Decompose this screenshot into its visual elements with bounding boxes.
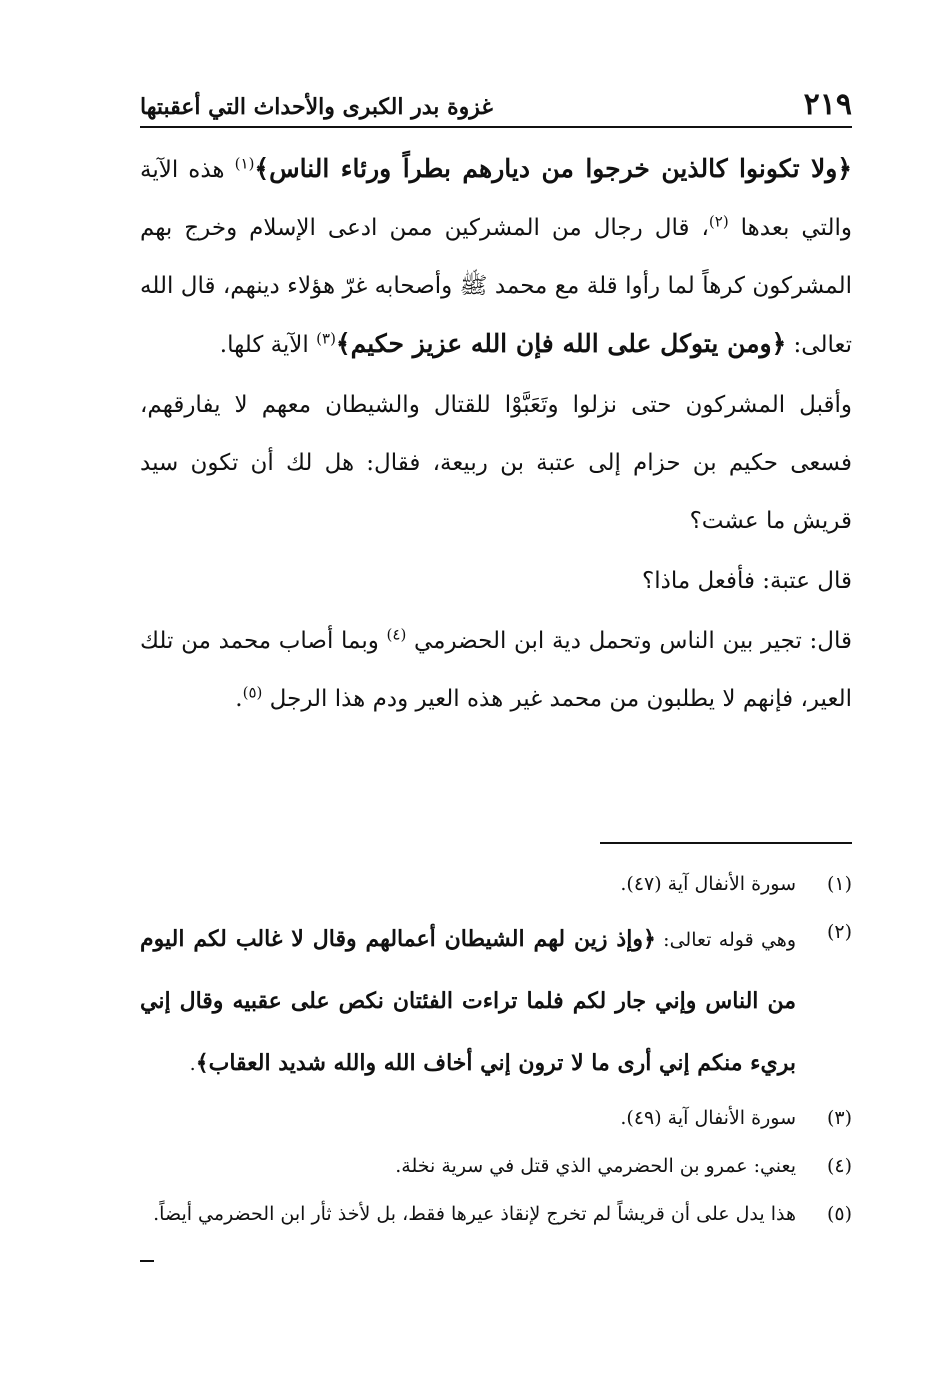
paragraph-text: قال: تجير بين الناس وتحمل دية ابن الحضرمي: [406, 628, 852, 654]
paragraph-text: هذه الآية والتي بعدها: [140, 157, 852, 241]
footnote-separator: [600, 842, 852, 844]
footnote-5: [140, 1190, 852, 1238]
footnote-number: (٥): [826, 1203, 852, 1225]
footnote-4: [140, 1142, 852, 1190]
footnote-text: يعني: عمرو بن الحضرمي الذي قتل في سرية نخلة.: [395, 1155, 796, 1177]
footnote-number: (٢): [826, 921, 852, 943]
footnote-number: (٤): [826, 1155, 852, 1177]
footnote-ref: (٥): [242, 683, 263, 702]
footnote-2: [140, 908, 852, 1094]
footnote-number: (٣): [826, 1107, 852, 1129]
paragraph-2: وأقبل المشركون حتى نزلوا وتَعَبَّوْا للقتال والشيطان معهم لا يفارقهم، فسعى حكيم بن حزام إلى عتبة بن ربيعة، فقال: هل لك أن تكون سيد قريش ما عشت؟: [140, 392, 852, 534]
footnote-number: (١): [826, 873, 852, 895]
footnote-text: سورة الأنفال آية (٤٩).: [620, 1107, 796, 1129]
paragraph-text: ، قال رجال من المشركين ممن ادعى الإسلام وخرج بهم المشركون كرهاً لما رأوا قلة مع محمد ﷺ وأصحابه غرّ هؤلاء دينهم، قال الله تعالى:: [140, 215, 852, 358]
footnote-ref: (٤): [386, 625, 407, 644]
footnote-ref: (١): [234, 154, 255, 173]
paragraph-text: وبما أصاب محمد من تلك العير، فإنهم لا يطلبون من محمد غير هذه العير ودم هذا الرجل: [140, 628, 852, 712]
paragraph-text: الآية كلها.: [219, 332, 317, 358]
running-title: غزوة بدر الكبرى والأحداث التي أعقبتها: [140, 94, 493, 120]
quran-verse: ﴿وإذ زين لهم الشيطان أعمالهم وقال لا غالب لكم اليوم من الناس وإني جار لكم فلما تراءت الفئتان نكص على عقبيه وقال إني بريء منكم إني أرى ما لا ترون إني أخاف الله والله شديد العقاب﴾: [140, 926, 796, 1076]
footnote-tail: .: [189, 1053, 196, 1075]
main-text: [140, 140, 852, 728]
footnote-ref: (٣): [316, 329, 336, 348]
footnote-1: [140, 860, 852, 908]
quran-verse: ﴿ولا تكونوا كالذين خرجوا من ديارهم بطراً ورئاء الناس﴾: [254, 154, 852, 183]
footnotes: [140, 860, 852, 1238]
paragraph-4: [140, 612, 852, 728]
page-number: ٢١٩: [803, 87, 852, 122]
footnote-text-wrap: [140, 908, 796, 1094]
paragraph-1: [140, 140, 852, 374]
footnote-3: [140, 1094, 852, 1142]
end-dash: [140, 1260, 154, 1262]
paragraph-text: .: [235, 686, 243, 712]
footnote-text: هذا يدل على أن قريشاً لم تخرج لإنقاذ عيرها فقط، بل لأخذ ثأر ابن الحضرمي أيضاً.: [153, 1203, 796, 1225]
footnote-ref: (٢): [708, 212, 729, 231]
footnote-text: وهي قوله تعالى:: [655, 929, 797, 951]
quran-verse: ﴿ومن يتوكل على الله فإن الله عزيز حكيم﴾: [335, 329, 787, 358]
page-header: [140, 82, 852, 128]
paragraph-3: قال عتبة: فأفعل ماذا؟: [641, 568, 852, 594]
footnote-text: سورة الأنفال آية (٤٧).: [620, 873, 796, 895]
